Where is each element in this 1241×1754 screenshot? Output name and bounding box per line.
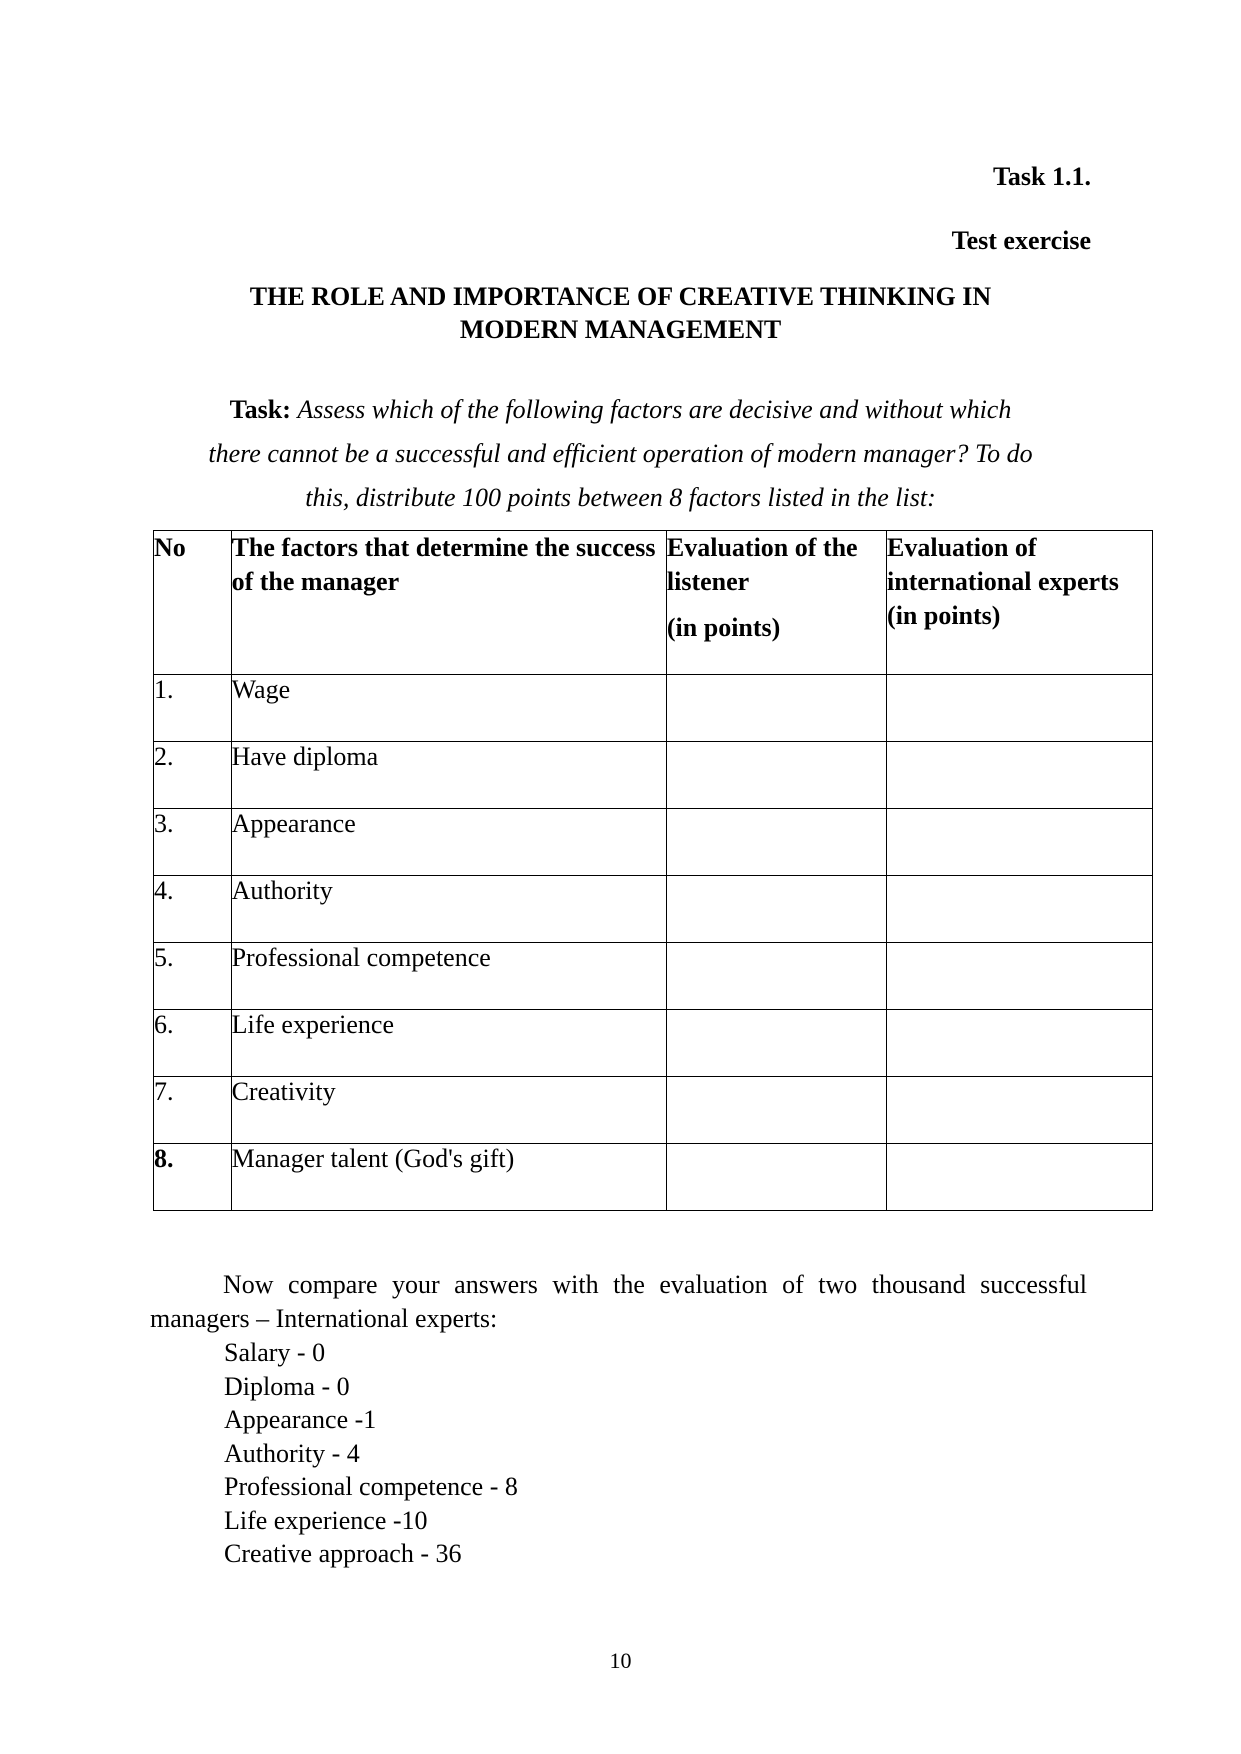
result-item: Creative approach - 36 — [224, 1539, 462, 1568]
result-item: Professional competence - 8 — [224, 1472, 518, 1501]
header-listener — [666, 531, 886, 675]
result-item: Salary - 0 — [224, 1338, 326, 1367]
listener-score-cell[interactable] — [666, 943, 886, 1010]
experts-score-cell[interactable] — [887, 943, 1153, 1010]
row-number: 4. — [154, 876, 232, 943]
row-number: 6. — [154, 1010, 232, 1077]
row-number: 8. — [154, 1144, 232, 1211]
row-factor: Creativity — [231, 1077, 666, 1144]
result-item: Appearance -1 — [224, 1405, 377, 1434]
listener-score-cell[interactable] — [666, 742, 886, 809]
row-factor: Manager talent (God's gift) — [231, 1144, 666, 1211]
title-line-1: THE ROLE AND IMPORTANCE OF CREATIVE THINKING IN — [249, 282, 992, 311]
experts-score-cell[interactable] — [887, 809, 1153, 876]
experts-score-cell[interactable] — [887, 742, 1153, 809]
listener-score-cell[interactable] — [666, 876, 886, 943]
row-factor: Professional competence — [231, 943, 666, 1010]
header-no: No — [154, 531, 232, 675]
row-factor: Authority — [231, 876, 666, 943]
row-factor: Life experience — [231, 1010, 666, 1077]
table-row — [154, 742, 1153, 809]
result-item: Life experience -10 — [224, 1505, 428, 1535]
experts-score-cell[interactable] — [887, 876, 1153, 943]
row-factor: Have diploma — [231, 742, 666, 809]
row-number: 7. — [154, 1077, 232, 1144]
table-row — [154, 1077, 1153, 1144]
table-header-row — [154, 531, 1153, 675]
header-factors: The factors that determine the success of the manager — [231, 531, 666, 675]
result-item: Diploma - 0 — [224, 1371, 350, 1401]
header-listener-unit: (in points) — [666, 613, 781, 642]
listener-score-cell[interactable] — [666, 1077, 886, 1144]
row-number: 5. — [154, 943, 232, 1010]
row-factor: Appearance — [231, 809, 666, 876]
factors-table — [153, 530, 1153, 1211]
page-title — [150, 280, 1091, 346]
task-number: Task 1.1. — [992, 162, 1091, 191]
exercise-subtitle: Test exercise — [951, 226, 1091, 255]
experts-score-cell[interactable] — [887, 1010, 1153, 1077]
comparison-intro: Now compare your answers with the evaluation of two thousand successful managers – International experts: — [150, 1270, 1087, 1333]
row-number: 3. — [154, 809, 232, 876]
task-instructions — [150, 388, 1091, 520]
listener-score-cell[interactable] — [666, 675, 886, 742]
experts-score-cell[interactable] — [887, 1077, 1153, 1144]
listener-score-cell[interactable] — [666, 809, 886, 876]
row-number: 2. — [154, 742, 232, 809]
title-line-2: MODERN MANAGEMENT — [459, 315, 782, 344]
header-listener-text: Evaluation of the listener — [666, 533, 858, 596]
table-row — [154, 943, 1153, 1010]
listener-score-cell[interactable] — [666, 1144, 886, 1211]
table-row — [154, 675, 1153, 742]
table-row — [154, 1144, 1153, 1211]
expert-results-list — [224, 1336, 518, 1571]
experts-score-cell[interactable] — [887, 1144, 1153, 1211]
task-line-1: Assess which of the following factors are decisive and without which — [297, 395, 1012, 424]
table-row — [154, 809, 1153, 876]
page-number: 10 — [609, 1648, 632, 1673]
task-line-3: this, distribute 100 points between 8 factors listed in the list: — [305, 483, 936, 512]
task-lead: Task: — [229, 395, 291, 424]
header-experts: Evaluation of international experts (in points) — [887, 531, 1153, 675]
experts-score-cell[interactable] — [887, 675, 1153, 742]
row-number: 1. — [154, 675, 232, 742]
task-line-2: there cannot be a successful and efficient operation of modern manager? To do — [208, 439, 1033, 468]
table-row — [154, 876, 1153, 943]
result-item: Authority - 4 — [224, 1438, 360, 1468]
row-factor: Wage — [231, 675, 666, 742]
listener-score-cell[interactable] — [666, 1010, 886, 1077]
table-row — [154, 1010, 1153, 1077]
